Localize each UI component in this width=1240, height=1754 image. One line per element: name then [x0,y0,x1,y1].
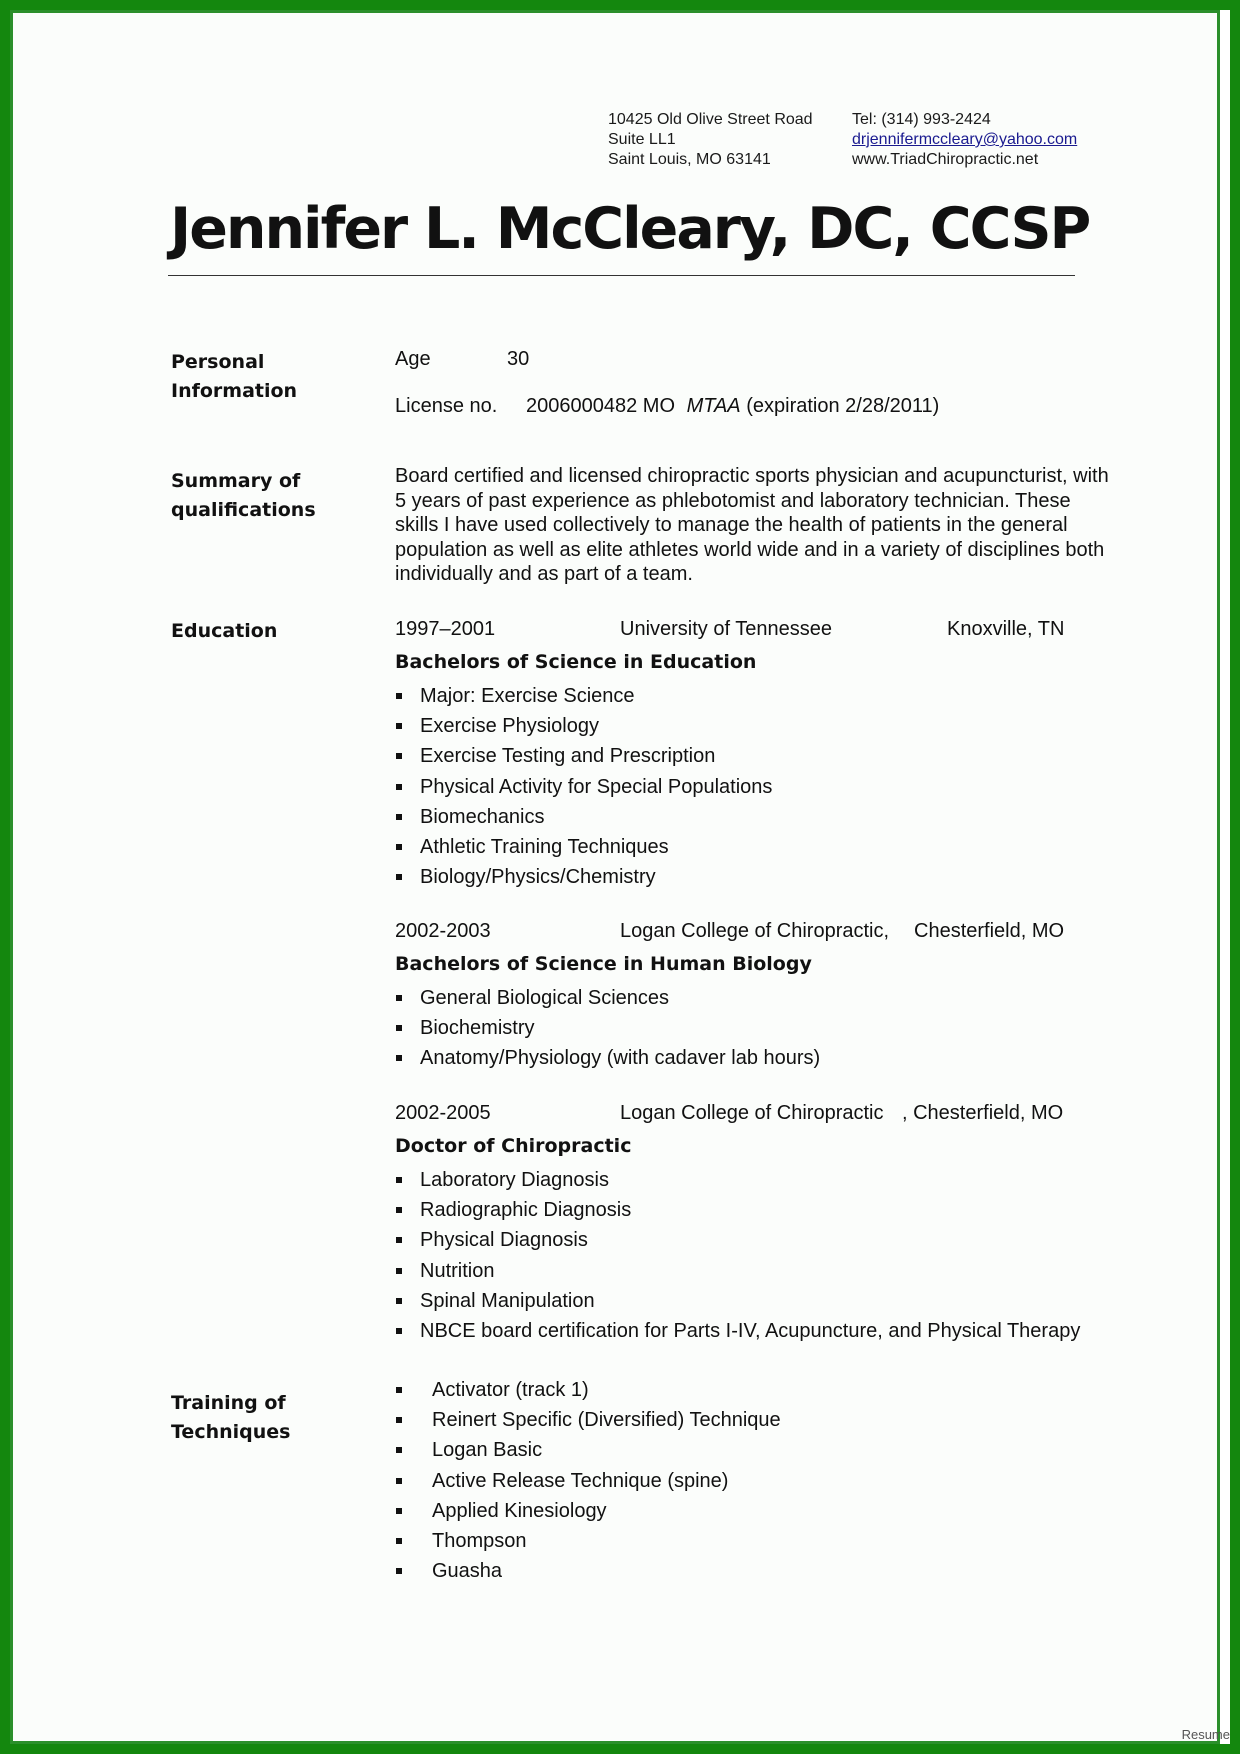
education-years: 2002-2003 [395,920,491,942]
education-location: Knoxville, TN [947,618,1065,640]
list-item: Thompson [395,1526,781,1556]
list-item: Logan Basic [395,1435,781,1465]
bullet-icon [396,784,402,790]
education-heading: Education [171,620,278,642]
bullet-icon [396,693,402,699]
list-item: Applied Kinesiology [395,1496,781,1526]
education-school: Logan College of Chiropractic, [620,920,890,942]
list-item: Guasha [395,1556,781,1586]
bullet-icon [396,1568,402,1574]
list-item: Activator (track 1) [395,1375,781,1405]
bullet-icon [396,995,402,1001]
list-item: Biology/Physics/Chemistry [395,862,772,892]
bullet-icon [396,753,402,759]
education-school: Logan College of Chiropractic [620,1102,884,1124]
address-line: Saint Louis, MO 63141 [608,151,771,168]
bullet-icon [396,1055,402,1061]
bullet-icon [396,1538,402,1544]
list-item: Exercise Physiology [395,711,772,741]
list-item: Nutrition [395,1256,1080,1286]
degree-title: Bachelors of Science in Education [395,651,757,673]
license-org: MTAA [686,395,741,417]
bullet-icon [396,874,402,880]
list-item: Laboratory Diagnosis [395,1165,1080,1195]
bullet-icon [396,1177,402,1183]
license-number: 2006000482 MO [526,395,676,417]
education-years: 2002-2005 [395,1102,491,1124]
bullet-icon [396,723,402,729]
header-divider [168,275,1075,276]
training-heading: Training of Techniques [171,1392,291,1443]
license-expiration: (expiration 2/28/2011) [746,395,940,417]
license-label: License no. [395,395,498,417]
address-line: Suite LL1 [608,131,676,148]
list-item: Radiographic Diagnosis [395,1195,1080,1225]
summary-text: Board certified and licensed chiropractic sports physician and acupuncturist, with 5 years of past experience as phlebotomist and laboratory technician. These skills I have used collectively to manage the health of patients in the general population as well as elite athletes world wide and in a variety of disciplines both individually and as part of a team. [395,465,1109,585]
list-item: Active Release Technique (spine) [395,1466,781,1496]
list-item: Biomechanics [395,802,772,832]
bullet-icon [396,1237,402,1243]
bullet-icon [396,1268,402,1274]
bullet-icon [396,1508,402,1514]
list-item: Spinal Manipulation [395,1286,1080,1316]
bullet-icon [396,844,402,850]
degree-title: Doctor of Chiropractic [395,1135,632,1157]
contact-info [852,110,1077,170]
education-school: University of Tennessee [620,618,832,640]
bullet-icon [396,1298,402,1304]
bullet-icon [396,1478,402,1484]
age-value: 30 [507,348,530,370]
list-item: Major: Exercise Science [395,681,772,711]
degree-title: Bachelors of Science in Human Biology [395,953,812,975]
candidate-name: Jennifer L. McCleary, DC, CCSP [170,196,1090,262]
website: www.TriadChiropractic.net [852,151,1039,168]
age-label: Age [395,348,431,370]
list-item: Physical Diagnosis [395,1225,1080,1255]
address-line: 10425 Old Olive Street Road [608,111,813,128]
email-link[interactable]: drjennifermccleary@yahoo.com [852,131,1078,148]
bullet-icon [396,1447,402,1453]
license-row [526,395,939,418]
telephone: Tel: (314) 993-2424 [852,111,991,128]
list-item: Athletic Training Techniques [395,832,772,862]
education-location: , Chesterfield, MO [902,1102,1064,1124]
bullet-icon [396,814,402,820]
summary-heading: Summary of qualifications [171,470,316,521]
list-item: Physical Activity for Special Populations [395,772,772,802]
course-list [395,1165,1080,1346]
education-years: 1997–2001 [395,618,496,640]
education-location: Chesterfield, MO [914,920,1065,942]
list-item: Reinert Specific (Diversified) Technique [395,1405,781,1435]
address-block [608,110,813,170]
bullet-icon [396,1025,402,1031]
list-item: Anatomy/Physiology (with cadaver lab hours) [395,1043,820,1073]
course-list [395,983,820,1074]
list-item: Biochemistry [395,1013,820,1043]
list-item: NBCE board certification for Parts I-IV, Acupuncture, and Physical Therapy [395,1316,1080,1346]
bullet-icon [396,1417,402,1423]
list-item: Exercise Testing and Prescription [395,741,772,771]
personal-info-heading: Personal Information [171,351,298,402]
bullet-icon [396,1207,402,1213]
footer-tag: Resume [1181,1727,1230,1742]
list-item: General Biological Sciences [395,983,820,1013]
technique-list [395,1375,781,1586]
bullet-icon [396,1387,402,1393]
course-list [395,681,772,892]
bullet-icon [396,1328,402,1334]
